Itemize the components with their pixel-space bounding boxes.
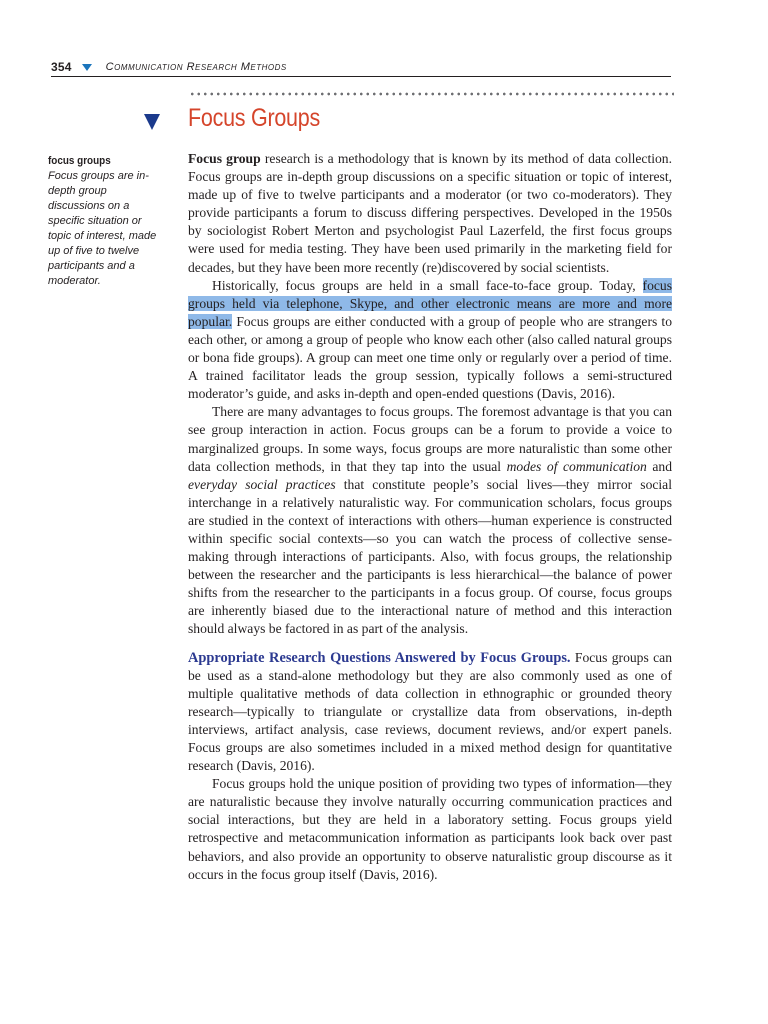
paragraph-1 [188, 150, 672, 277]
paragraph-text: that constitute people’s social lives—they mirror social interchange in a relatively naturalistic way. For communication scholars, focus groups are studied in the context of interactions with others—human experience is constructed within specific social contexts—so you can watch the process of collective sense-making through interactions of participants. Also, with focus groups, the relationship between the researcher and the participants is less hierarchical—the balance of power shifts from the researcher to the participants in a focus group. Of course, focus groups are inherently biased due to the interactional nature of method and this interaction should always be factored in as part of the analysis. [188, 476, 672, 637]
subsection-heading: Appropriate Research Questions Answered by Focus Groups. [188, 649, 571, 666]
margin-glossary-note [48, 154, 163, 289]
glossary-term: focus groups [48, 155, 111, 167]
paragraph-text: Focus groups are either conducted with a group of people who are strangers to each other, or among a group of people who know each other (also called natural groups or bona fide groups). A group can meet one time only or regularly over a period of time. A trained facilitator leads the group session, typically follows a semi-structured moderator’s guide, and asks in-depth and open-ended questions (Davis, 2016). [188, 313, 672, 402]
paragraph-3 [188, 403, 672, 638]
paragraph-4 [188, 649, 672, 776]
italic-phrase: everyday social practices [188, 476, 336, 492]
paragraph-text: Historically, focus groups are held in a small face-to-face group. Today, [212, 277, 643, 293]
paragraph-text: Focus groups hold the unique position of providing two types of information—they are naturalistic because they involve naturally occurring communication practices and social interactions, but they are held in a laboratory setting. Focus groups yield retrospective and metacommunication information as participants look back over past behaviors, and also provide an opportunity to observe naturalistic group discourse as it occurs in the focus group itself (Davis, 2016). [188, 776, 672, 882]
section-title: Focus Groups [188, 104, 320, 132]
triangle-down-icon [82, 64, 92, 71]
paragraph-2 [188, 277, 672, 404]
paragraph-text: research is a methodology that is known by its method of data collection. Focus groups are in-depth group discussions on a specific situation or topic of interest, made up of five to twelve participants and a moderator (or two co-moderators). They provide participants a forum to discuss differing perspectives. Developed in the 1950s by sociologist Robert Merton and psychologist Paul Lazerfeld, the first focus groups were used for media testing. They have been used primarily in the marketing field for decades, but they have been more recently (re)discovered by social scientists. [188, 151, 672, 275]
header-rule [51, 76, 671, 77]
body-text [188, 150, 672, 884]
page-number: 354 [51, 60, 72, 74]
section-marker-triangle-icon [144, 114, 160, 130]
paragraph-text: and [646, 458, 673, 474]
paragraph-text: Focus groups can be used as a stand-alone methodology but they are also commonly used as one of multiple qualitative methods of data collection in ethnographic or grounded theory research—typically to triangulate or crystallize data from observations, in-depth interviews, artifact analysis, case reviews, document reviews, and/or expert panels. Focus groups are also sometimes included in a mixed method design for quantitative research (Davis, 2016). [188, 649, 672, 774]
running-head: Communication Research Methods [105, 61, 287, 73]
highlighted-text[interactable]: focus groups held via telephone, Skype, and other electronic means are more and more popular. [188, 277, 672, 329]
italic-phrase: modes of communication [506, 458, 647, 474]
page-header [51, 60, 287, 74]
key-term: Focus group [188, 151, 261, 166]
glossary-definition: Focus groups are in-depth group discussions on a specific situation or topic of interest, made up of five to twelve participants and a moderator. [48, 170, 157, 287]
paragraph-5 [188, 775, 672, 884]
paragraph-text: There are many advantages to focus groups. The foremost advantage is that you can see group interaction in action. Focus groups can be a forum to provide a voice to marginalized groups. In some ways, focus groups are more naturalistic than some other data collection methods, in that they tap into the usual [188, 404, 672, 474]
dotted-divider [189, 91, 674, 97]
